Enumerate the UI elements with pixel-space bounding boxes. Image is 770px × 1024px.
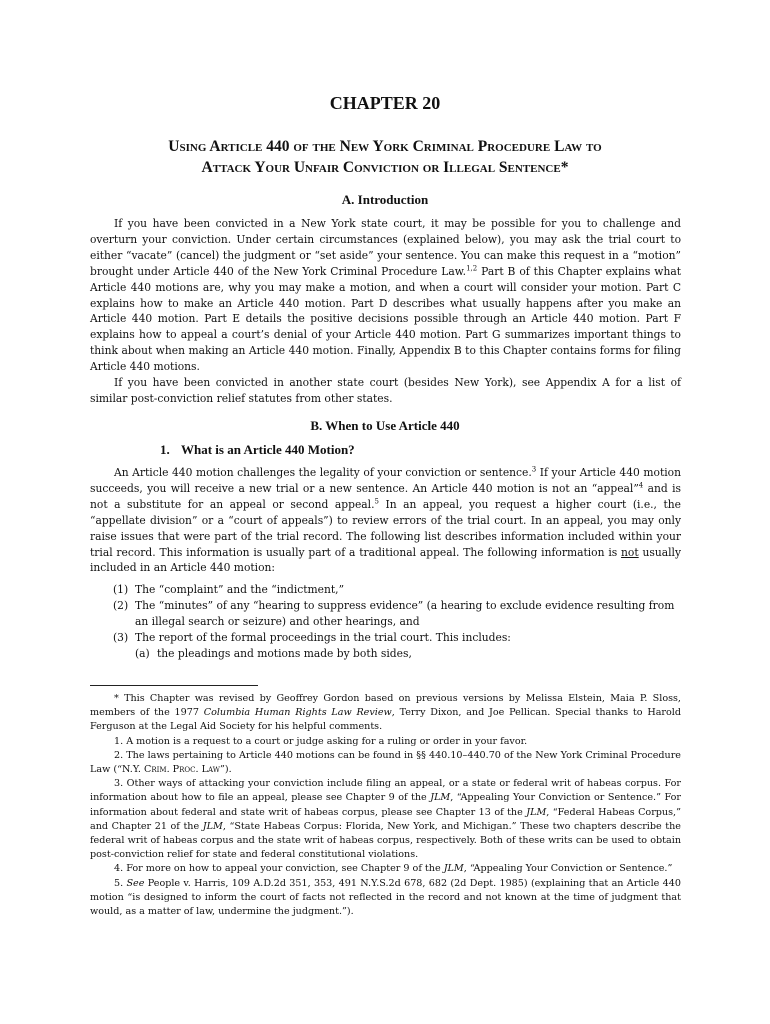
record-list [113, 582, 681, 662]
list-text: The “complaint” and the “indictment,” [135, 583, 345, 596]
chapter-title [60, 136, 710, 178]
fn-text: * This Chapter was revised by Geoffrey Gordon based on previous versions by Melissa Elstein, Maia P. Sloss, members of the 1977 [90, 693, 681, 719]
list-item [113, 582, 681, 598]
list-marker: (a) [135, 646, 150, 660]
intro-paragraph [90, 216, 681, 375]
jlm-ref: JLM [443, 863, 464, 875]
fn-text: 4. For more on how to appeal your conviction, see Chapter 9 of the [114, 863, 444, 875]
b-text-2: If your Article 440 motion succeeds, you will receive a new trial or a new sentence. An Article 440 motion is not an “appeal” [90, 466, 681, 495]
footnote-5 [90, 877, 681, 920]
list-text: the pleadings and motions made by both sides, [157, 646, 412, 660]
fn-text: People v. Harris, 109 A.D.2d 351, 353, 491 N.Y.S.2d 678, 682 (2d Dept. 1985) (explaining that an Article 440 motion “is designed to inform the court of facts not reflected in the record and not known at the time of judgment that would, as a matter of law, undermine the judgment.”). [90, 877, 681, 918]
fn-text: 3. Other ways of attacking your conviction include filing an appeal, or a state or federal writ of habeas corpus. For information about how to file an appeal, please see Chapter 9 of the [90, 778, 681, 804]
list-marker: (2) [113, 598, 129, 612]
footnote-ref: 5 [374, 497, 379, 506]
subsection-1-heading [160, 442, 355, 458]
signal-see: See [126, 877, 145, 889]
section-a-heading: A. Introduction [341, 192, 429, 207]
footnote-ref: 3 [531, 465, 537, 474]
journal-name: Columbia Human Rights Law Review [203, 707, 392, 719]
subsection-title: What is an Article 440 Motion? [181, 442, 355, 457]
fn-text: , “Federal Habeas Corpus,” and Chapter 21 of the [90, 806, 681, 832]
b-text-1: An Article 440 motion challenges the legality of your conviction or sentence. [114, 466, 532, 479]
jlm-ref: JLM [526, 806, 547, 818]
chapter-title-line-2: Attack Your Unfair Conviction or Illegal Sentence* [201, 159, 569, 176]
underlined-not: not [621, 545, 639, 559]
chapter-number: CHAPTER 20 [329, 93, 441, 113]
list-item [113, 598, 681, 630]
list-text: The “minutes” of any “hearing to suppress evidence” (a hearing to exclude evidence resulting from an illegal search or seizure) and other hearings, and [135, 598, 675, 628]
fn-text: 2. The laws pertaining to Article 440 motions can be found in §§ 440.10–440.70 of the New York Criminal Procedure Law (“N.Y. [90, 749, 681, 776]
footnote-star [90, 692, 681, 735]
list-marker: (3) [113, 630, 129, 644]
list-marker: (1) [113, 583, 129, 596]
article-440-paragraph [90, 465, 681, 576]
footnote-divider [90, 685, 258, 686]
sub-list-item [113, 646, 681, 662]
footnote-3 [90, 777, 681, 862]
fn-text: ”). [219, 764, 232, 776]
fn-text: , “Appealing Your Conviction or Sentence.” For information about federal and state writ of habeas corpus, please see Chapter 13 of the [90, 792, 681, 818]
footnote-ref: 4 [638, 481, 644, 490]
b-text-3: and is not a substitute for an appeal or second appeal. [90, 481, 681, 511]
footnotes [90, 692, 681, 919]
list-text: The report of the formal proceedings in the trial court. This includes: [135, 630, 511, 644]
other-states-paragraph: If you have been convicted in another state court (besides New York), see Appendix A for a list of similar post-conviction relief statutes from other states. [90, 376, 681, 405]
footnote-4 [90, 862, 681, 876]
fn-text: 5. [114, 877, 127, 889]
footnote-1: 1. A motion is a request to a court or judge asking for a ruling or order in your favor. [114, 735, 528, 747]
section-a-body [90, 216, 681, 407]
intro-text-2: Part B of this Chapter explains what Article 440 motions are, why you may make a motion, and when a court will consider your motion. Part C explains how to make an Article 440 motion. Part D describes what usually happens after you make an Article 440 motion. Part E details the positive decisions possible through an Article 440 motion. Part F explains how to appeal a court’s denial of your Article 440 motion. Part G summarizes important things to think about when making an Article 440 motion. Finally, Appendix B to this Chapter contains forms for filing Article 440 motions. [90, 264, 682, 374]
fn-smallcaps: Crim. Proc. Law [144, 764, 220, 776]
fn-text: , “Appealing Your Conviction or Sentence.” [463, 863, 673, 875]
intro-text-1: If you have been convicted in a New York state court, it may be possible for you to challenge and overturn your conviction. Under certain circumstances (explained below), you may ask the trial court to either “vacate” (cancel) the judgment or “set aside” your sentence. You can make this request in a “motion” brought under Article 440 of the New York Criminal Procedure Law. [90, 217, 681, 278]
section-b-body [90, 465, 681, 576]
footnote-2 [90, 749, 681, 777]
fn-text: , Terry Dixon, and Joe Pellican. Special thanks to Harold Ferguson at the Legal Aid Society for his helpful comments. [90, 707, 681, 733]
list-item [113, 630, 681, 646]
jlm-ref: JLM [430, 792, 451, 804]
jlm-ref: JLM [202, 820, 223, 832]
fn-text: , “State Habeas Corpus: Florida, New York, and Michigan.” These two chapters describe the federal writ of habeas corpus and the state writ of habeas corpus, respectively. Both of these writs can be used to obtain post-conviction relief for state and federal constitutional violations. [90, 820, 681, 861]
section-b-heading: B. When to Use Article 440 [310, 418, 460, 433]
footnote-ref: 1,2 [466, 264, 478, 273]
chapter-title-line-1: Using Article 440 of the New York Criminal Procedure Law to [168, 138, 602, 155]
b-text-5: usually included in an Article 440 motion: [90, 545, 681, 575]
subsection-number: 1. [160, 442, 170, 457]
b-text-4: In an appeal, you request a higher court (i.e., the “appellate division” or a “court of appeals”) to review errors of the trial court. In an appeal, you may only raise issues that were part of the trial record. The following list describes information included within your trial record. This information is usually part of a traditional appeal. The following information is [90, 497, 681, 559]
